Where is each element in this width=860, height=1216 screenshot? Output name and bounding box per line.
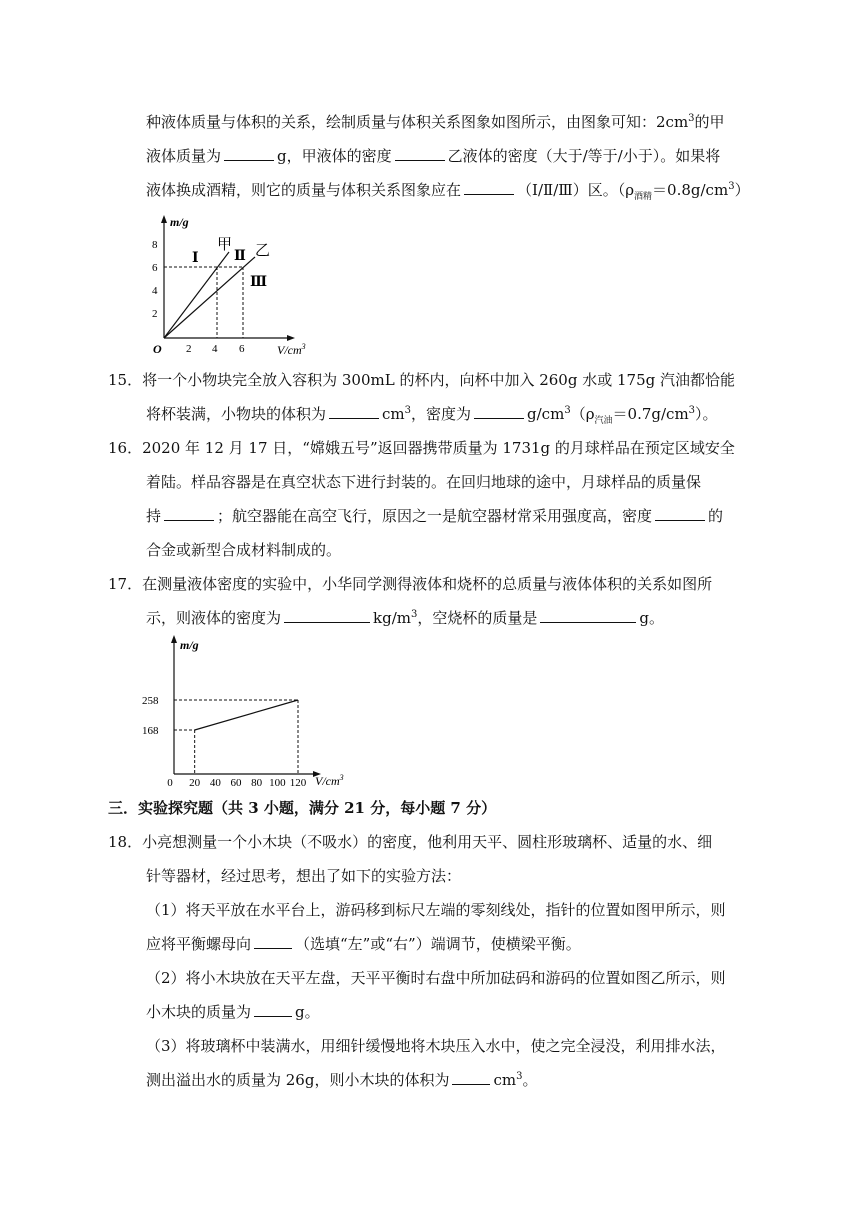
x-tick-label: 120 <box>289 777 307 789</box>
y-tick-labels <box>142 695 159 737</box>
answer-blank[interactable] <box>224 146 274 161</box>
density-graph-1 <box>140 212 340 360</box>
y-tick-label: 258 <box>142 695 159 707</box>
q16-line-4: 合金或新型合成材料制成的。 <box>146 541 342 559</box>
answer-blank[interactable] <box>254 934 292 949</box>
answer-blank[interactable] <box>655 506 705 521</box>
answer-blank[interactable] <box>284 608 370 623</box>
y-tick-label: 4 <box>152 285 158 297</box>
q18-line-2: 针等器材，经过思考，想出了如下的实验方法： <box>146 867 462 885</box>
y-tick-label: 6 <box>152 262 158 274</box>
x-tick-label: 60 <box>230 777 242 789</box>
answer-blank[interactable] <box>464 180 514 195</box>
y-tick-label: 2 <box>152 308 158 320</box>
x-tick-label: 6 <box>239 343 245 355</box>
q15-line-2: 将杯装满，小物块的体积为 $cm^3$，密度为 $g/cm^3(\rho_{汽油}=0.7g/cm^3)$。 <box>146 405 718 426</box>
q18-part2-line-2: 小木块的质量为 g。 <box>146 1003 320 1021</box>
y-tick-label: 168 <box>142 725 159 737</box>
x-tick-label: 20 <box>189 777 201 789</box>
x-axis-arrow <box>287 335 295 341</box>
region-ii-label: Ⅱ <box>234 249 246 264</box>
region-iii-label: Ⅲ <box>250 275 268 290</box>
x-axis-label: $V/cm^3$ <box>277 342 306 357</box>
section-title: 三．实验探究题（共 3 小题，满分 21 分，每小题 7 分） <box>108 799 497 817</box>
answer-blank[interactable] <box>254 1002 292 1017</box>
mass-volume-graph <box>138 632 358 792</box>
answer-blank[interactable] <box>474 404 524 419</box>
q18-line-1: 18．小亮想测量一个小木块（不吸水）的密度，他利用天平、圆柱形玻璃杯、适量的水、细 <box>108 833 713 851</box>
region-i-label: Ⅰ <box>192 251 199 266</box>
q17-line-1: 17．在测量液体密度的实验中，小华同学测得液体和烧杯的总质量与液体体积的关系如图所 <box>108 575 713 593</box>
q18-part3-line-2: 测出溢出水的质量为 26g，则小木块的体积为 $cm^3$。 <box>146 1071 538 1089</box>
origin-label: O <box>153 342 162 356</box>
q17-line-2: 示，则液体的密度为 $kg/m^3$，空烧杯的质量是 g。 <box>146 609 664 627</box>
x-tick-label: 80 <box>251 777 263 789</box>
y-axis-label: m/g <box>180 638 199 652</box>
x-tick-label: 2 <box>186 343 192 355</box>
y-axis-label: m/g <box>170 215 189 229</box>
q16-line-3: 持 ；航空器能在高空飞行，原因之一是航空器材常采用强度高，密度 的 <box>146 507 724 525</box>
answer-blank[interactable] <box>164 506 214 521</box>
q18-part1-line-1: （1）将天平放在水平台上，游码移到标尺左端的零刻线处，指针的位置如图甲所示，则 <box>146 901 726 919</box>
x-tick-label: 100 <box>269 777 286 789</box>
guide-lines <box>174 700 298 774</box>
answer-blank[interactable] <box>540 608 636 623</box>
series-segment <box>195 700 298 730</box>
q18-part1-line-2: 应将平衡螺母向 （选填“左”或“右”）端调节，使横梁平衡。 <box>146 935 581 953</box>
q16-line-1: 16．2020 年 12 月 17 日，“嫦娥五号”返回器携带质量为 1731g 的月球样品在预定区域安全 <box>108 439 735 457</box>
x-tick-label: 4 <box>212 343 218 355</box>
series-lines <box>195 700 298 730</box>
q15-line-1: 15．将一个小物块完全放入容积为 300mL 的杯内，向杯中加入 260g 水或 175g 汽油都恰能 <box>108 371 735 389</box>
x-axis-label: $V/cm^3$ <box>315 773 344 788</box>
answer-blank[interactable] <box>452 1070 490 1085</box>
line-jia-label: 甲 <box>217 237 233 253</box>
y-axis-arrow <box>171 635 177 643</box>
line-yi <box>164 257 255 338</box>
answer-blank[interactable] <box>395 146 445 161</box>
q18-part3-line-1: （3）将玻璃杯中装满水，用细针缓慢地将木块压入水中，使之完全浸没，利用排水法， <box>146 1037 726 1055</box>
q14-line-1: 种液体质量与体积的关系，绘制质量与体积关系图象如图所示，由图象可知：$2cm^3$的甲 <box>146 113 725 131</box>
q18-part2-line-1: （2）将小木块放在天平左盘，天平平衡时右盘中所加砝码和游码的位置如图乙所示，则 <box>146 969 726 987</box>
answer-blank[interactable] <box>329 404 379 419</box>
q14-line-3: 液体换成酒精，则它的质量与体积关系图象应在 （Ⅰ/Ⅱ/Ⅲ）区。$(\rho_{酒精}=0.8g/cm^3)$ <box>146 181 750 202</box>
line-yi-label: 乙 <box>255 243 271 259</box>
x-tick-label: 40 <box>209 777 221 789</box>
x-tick-label: 0 <box>167 777 173 789</box>
q14-line-2: 液体质量为 g，甲液体的密度 乙液体的密度（大于/等于/小于）。如果将 <box>146 147 721 165</box>
y-axis-arrow <box>161 215 167 223</box>
q16-line-2: 着陆。样品容器是在真空状态下进行封装的。在回归地球的途中，月球样品的质量保 <box>146 473 702 491</box>
x-tick-labels <box>167 777 307 789</box>
y-tick-label: 8 <box>152 239 158 251</box>
